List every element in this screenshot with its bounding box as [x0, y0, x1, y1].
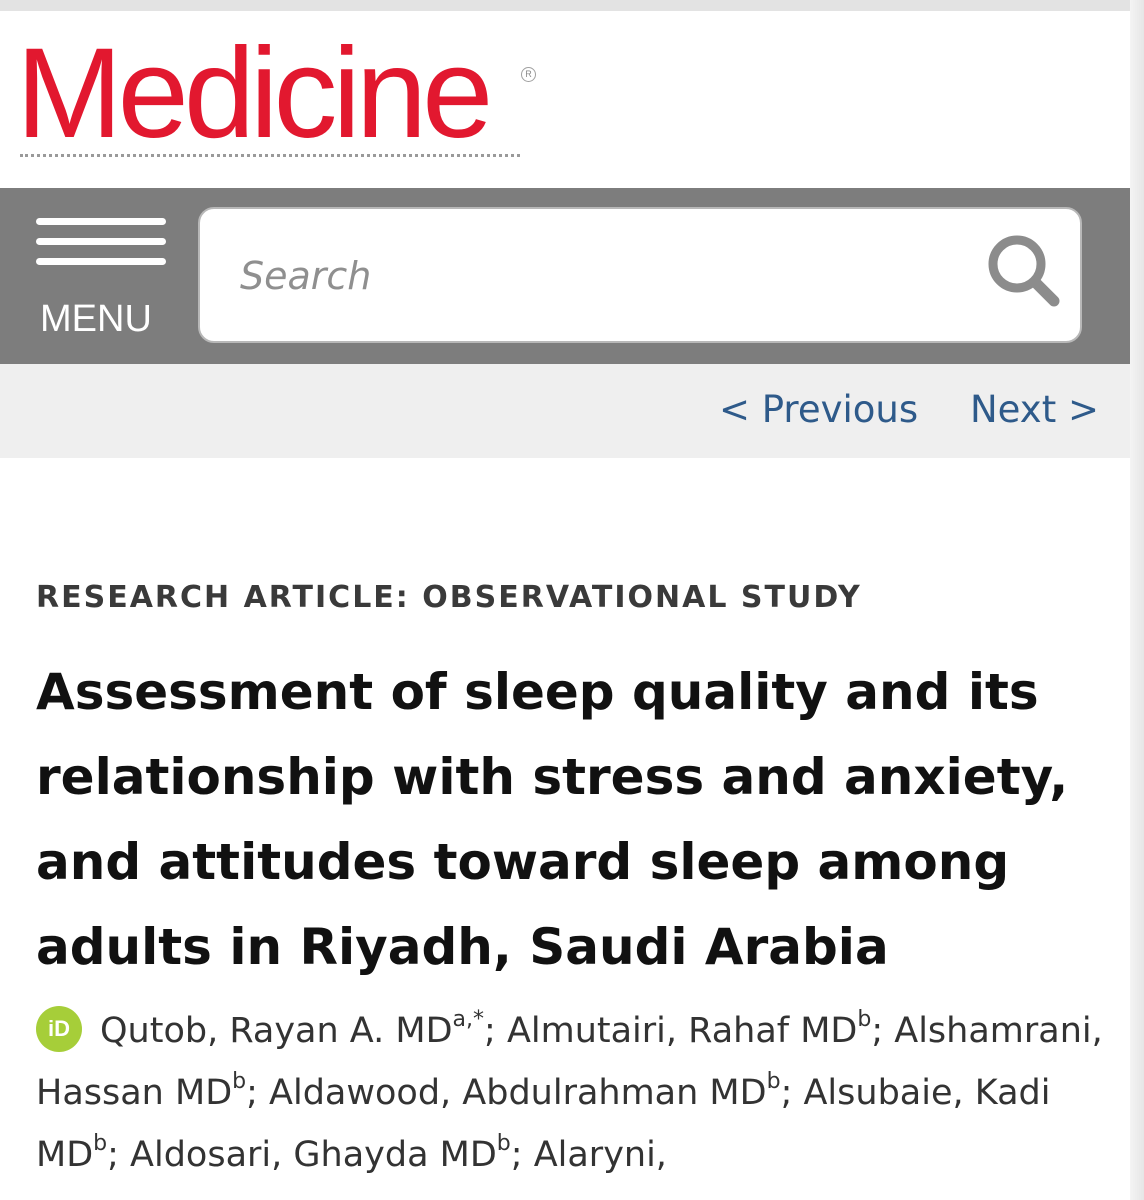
- next-link[interactable]: Next >: [970, 388, 1099, 431]
- hamburger-icon-bar-3: [36, 258, 166, 265]
- author-list: [36, 1000, 1106, 1186]
- author-affiliation: b: [232, 1069, 247, 1094]
- registered-mark: R: [521, 67, 536, 82]
- nav-bar: [0, 188, 1144, 364]
- author-separator: ;: [871, 1011, 895, 1051]
- menu-label: MENU: [40, 298, 152, 340]
- author-name[interactable]: Alaryni,: [533, 1135, 667, 1175]
- logo-dotted-rule: [20, 154, 520, 157]
- author-affiliation: b: [857, 1007, 872, 1032]
- author-separator: ;: [107, 1135, 131, 1175]
- search-input[interactable]: [240, 239, 960, 313]
- hamburger-icon-bar-1: [36, 218, 166, 225]
- right-edge-shade: [1130, 0, 1144, 1200]
- logo-header: [0, 11, 1130, 188]
- orcid-icon[interactable]: iD: [36, 1006, 82, 1052]
- author-affiliation: a,*: [452, 1007, 485, 1032]
- author-separator: ;: [780, 1073, 804, 1113]
- author-separator: ;: [484, 1011, 507, 1051]
- journal-logo[interactable]: Medicine: [16, 22, 489, 165]
- author-separator: ;: [246, 1073, 270, 1113]
- author-separator: ;: [510, 1135, 534, 1175]
- article-category: RESEARCH ARTICLE: OBSERVATIONAL STUDY: [36, 580, 862, 615]
- search-box: [198, 207, 1082, 343]
- author-affiliation: b: [93, 1131, 108, 1156]
- author-affiliation: b: [496, 1131, 511, 1156]
- pager-bar: [0, 364, 1130, 458]
- previous-link[interactable]: < Previous: [719, 388, 919, 431]
- author-name[interactable]: Alsubaie, Kadi MD: [36, 1073, 1051, 1175]
- menu-button[interactable]: [32, 218, 172, 348]
- author-name[interactable]: Qutob, Rayan A. MD: [100, 1011, 453, 1051]
- author-name[interactable]: Almutairi, Rahaf MD: [506, 1011, 858, 1051]
- hamburger-icon-bar-2: [36, 238, 166, 245]
- author-name[interactable]: Aldosari, Ghayda MD: [130, 1135, 497, 1175]
- author-name[interactable]: Alshamrani, Hassan MD: [36, 1011, 1103, 1113]
- search-icon[interactable]: [984, 231, 1064, 311]
- article-title: Assessment of sleep quality and its relationship with stress and anxiety, and attitudes toward sleep among adults in Riyadh, Saudi Arabia: [36, 663, 1069, 976]
- author-name[interactable]: Aldawood, Abdulrahman MD: [269, 1073, 767, 1113]
- author-affiliation: b: [766, 1069, 781, 1094]
- top-strip: [0, 0, 1144, 11]
